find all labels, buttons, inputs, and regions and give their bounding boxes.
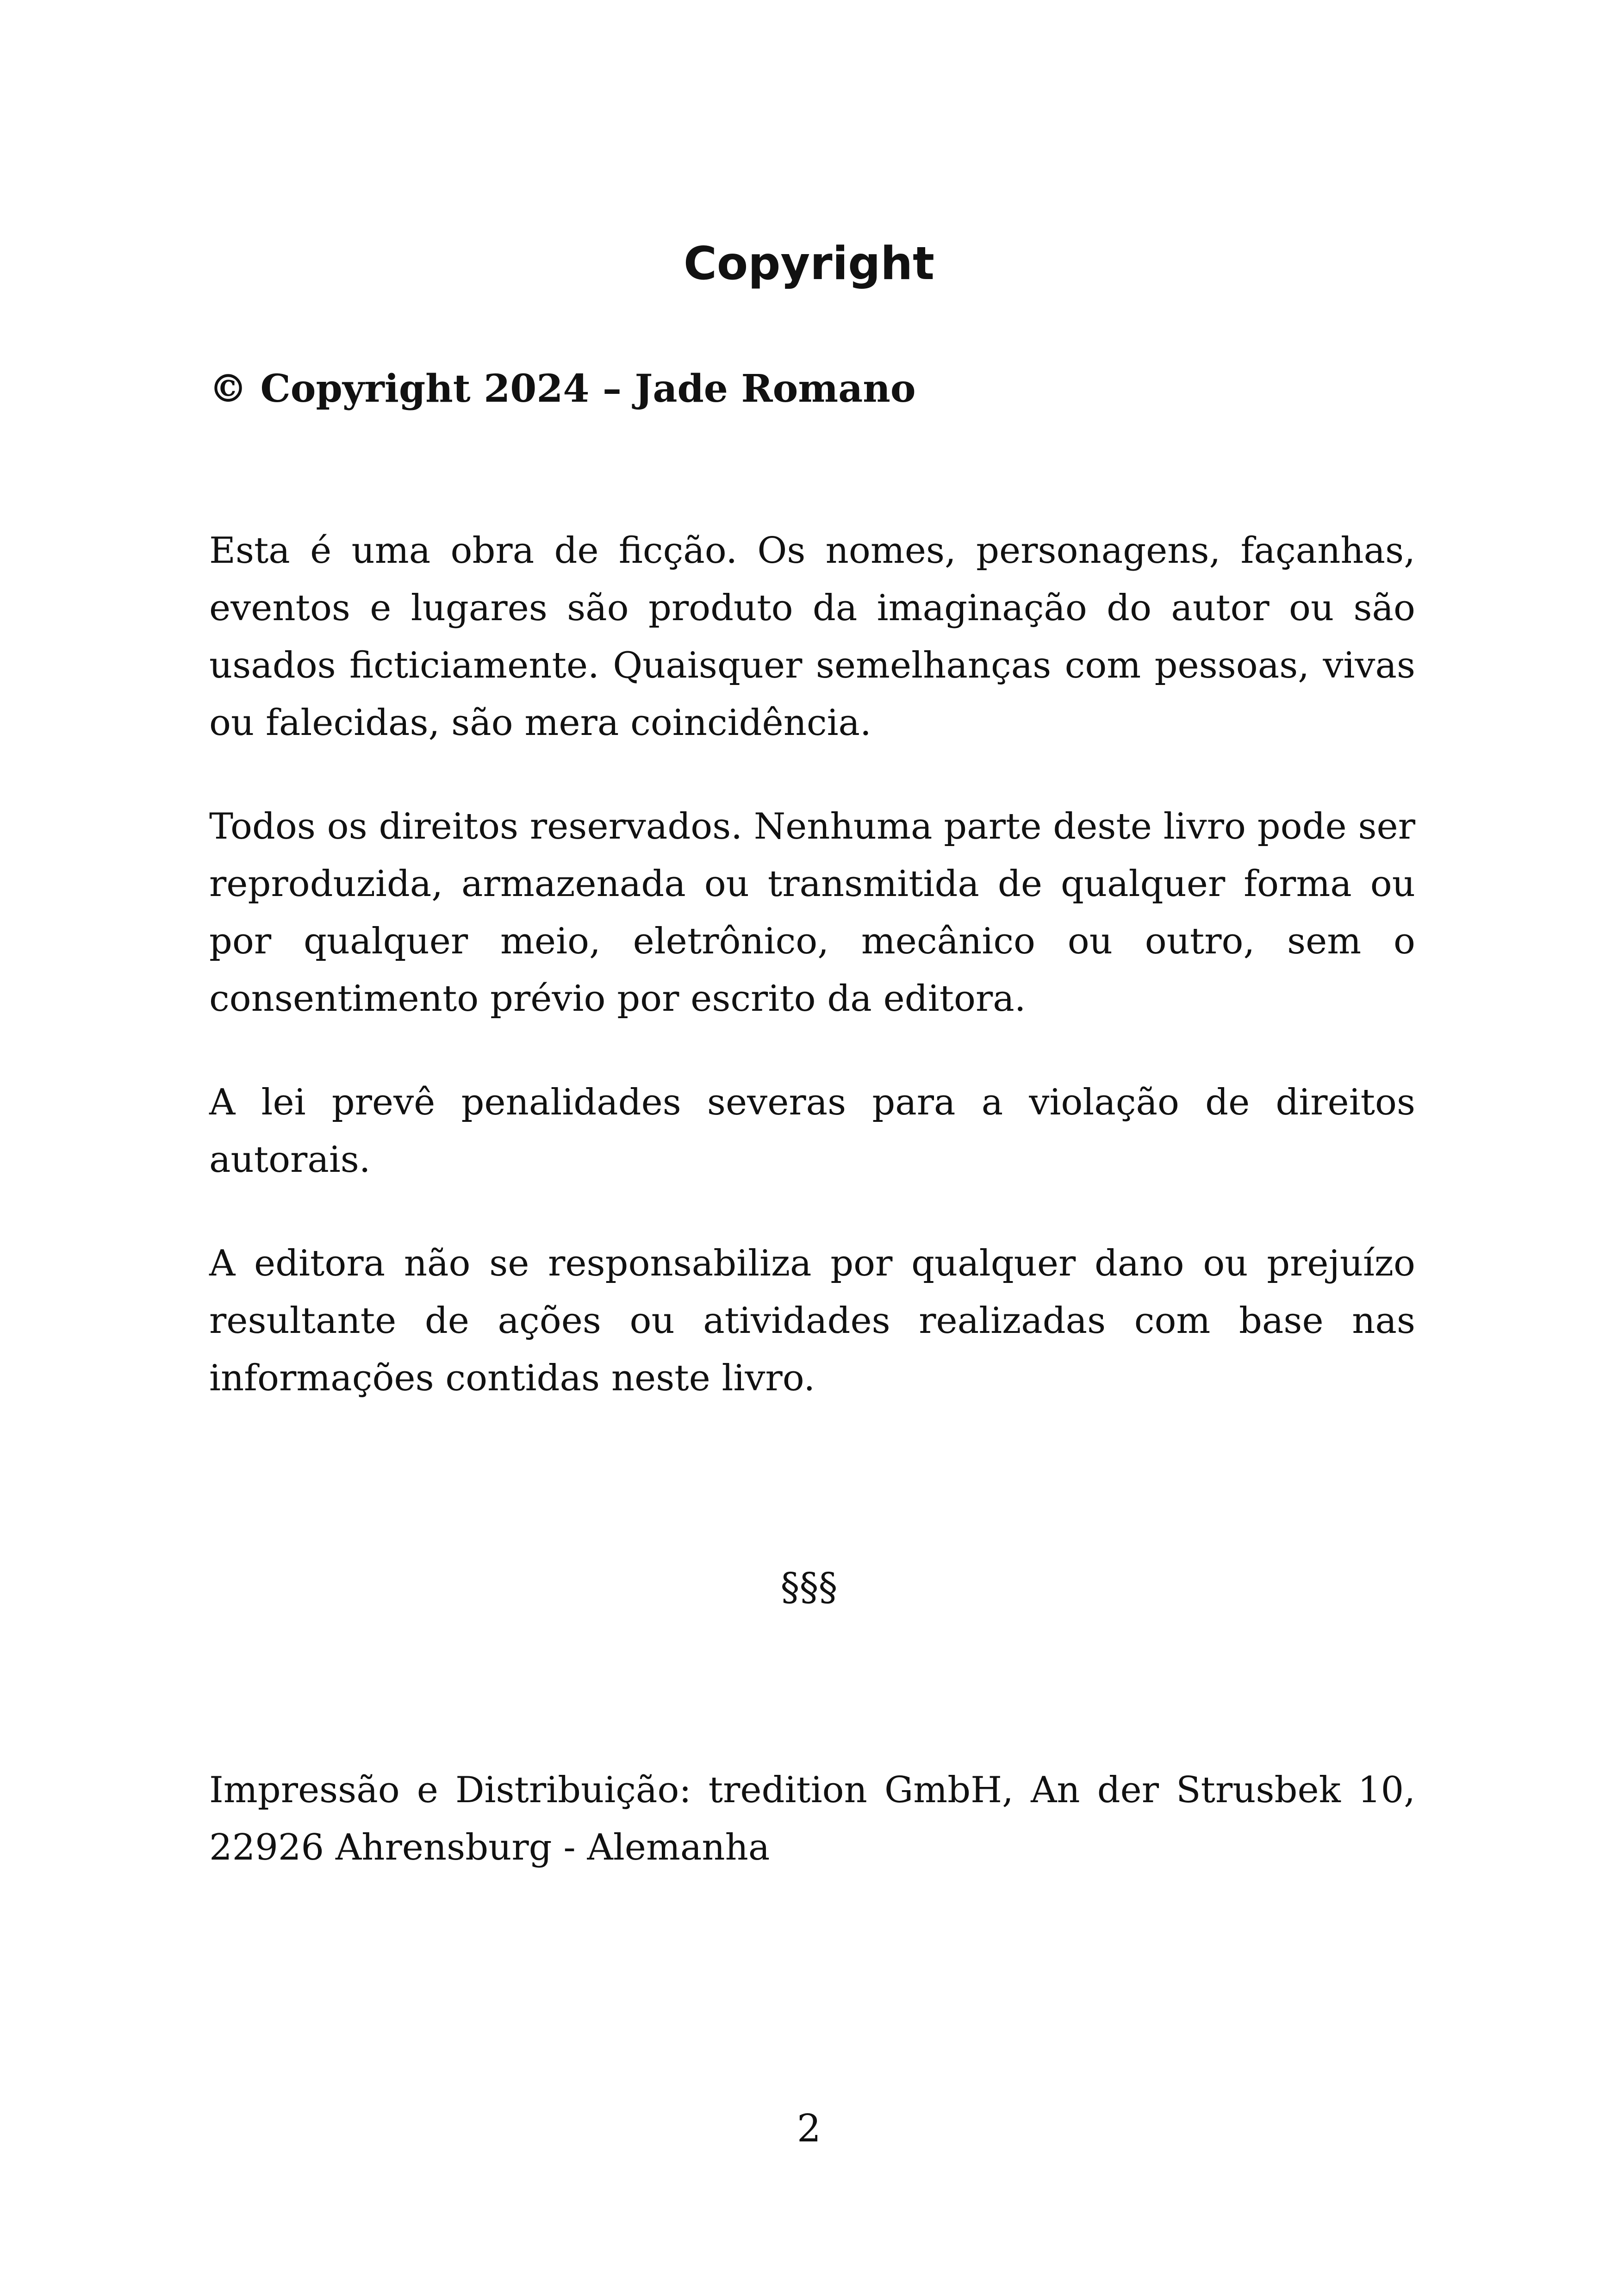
rights-reserved-paragraph: Todos os direitos reservados. Nenhuma parte deste livro pode ser reproduzida, armazenada ou transmitida de qualquer forma ou por qualquer meio, eletrônico, mecânico ou outro, sem o consentimento prévio por escrito da editora. [209,806,1415,1020]
page-number: 2 [797,2107,821,2151]
section-divider: §§§ [780,1565,838,1609]
penalties-paragraph: A lei prevê penalidades severas para a violação de direitos autorais. [209,1082,1415,1181]
copyright-notice: © Copyright 2024 – Jade Romano [209,367,916,411]
liability-disclaimer-paragraph: A editora não se responsabiliza por qualquer dano ou prejuízo resultante de ações ou atividades realizadas com base nas informações contidas neste livro. [209,1243,1415,1399]
printing-distribution-info: Impressão e Distribuição: tredition GmbH, An der Strusbek 10, 22926 Ahrensburg - Alemanha [209,1769,1415,1868]
fiction-disclaimer-paragraph: Esta é uma obra de ficção. Os nomes, personagens, façanhas, eventos e lugares são produto da imaginação do autor ou são usados ficticiamente. Quaisquer semelhanças com pessoas, vivas ou falecidas, são mera coincidência. [209,530,1415,744]
page-title: Copyright [684,237,934,290]
